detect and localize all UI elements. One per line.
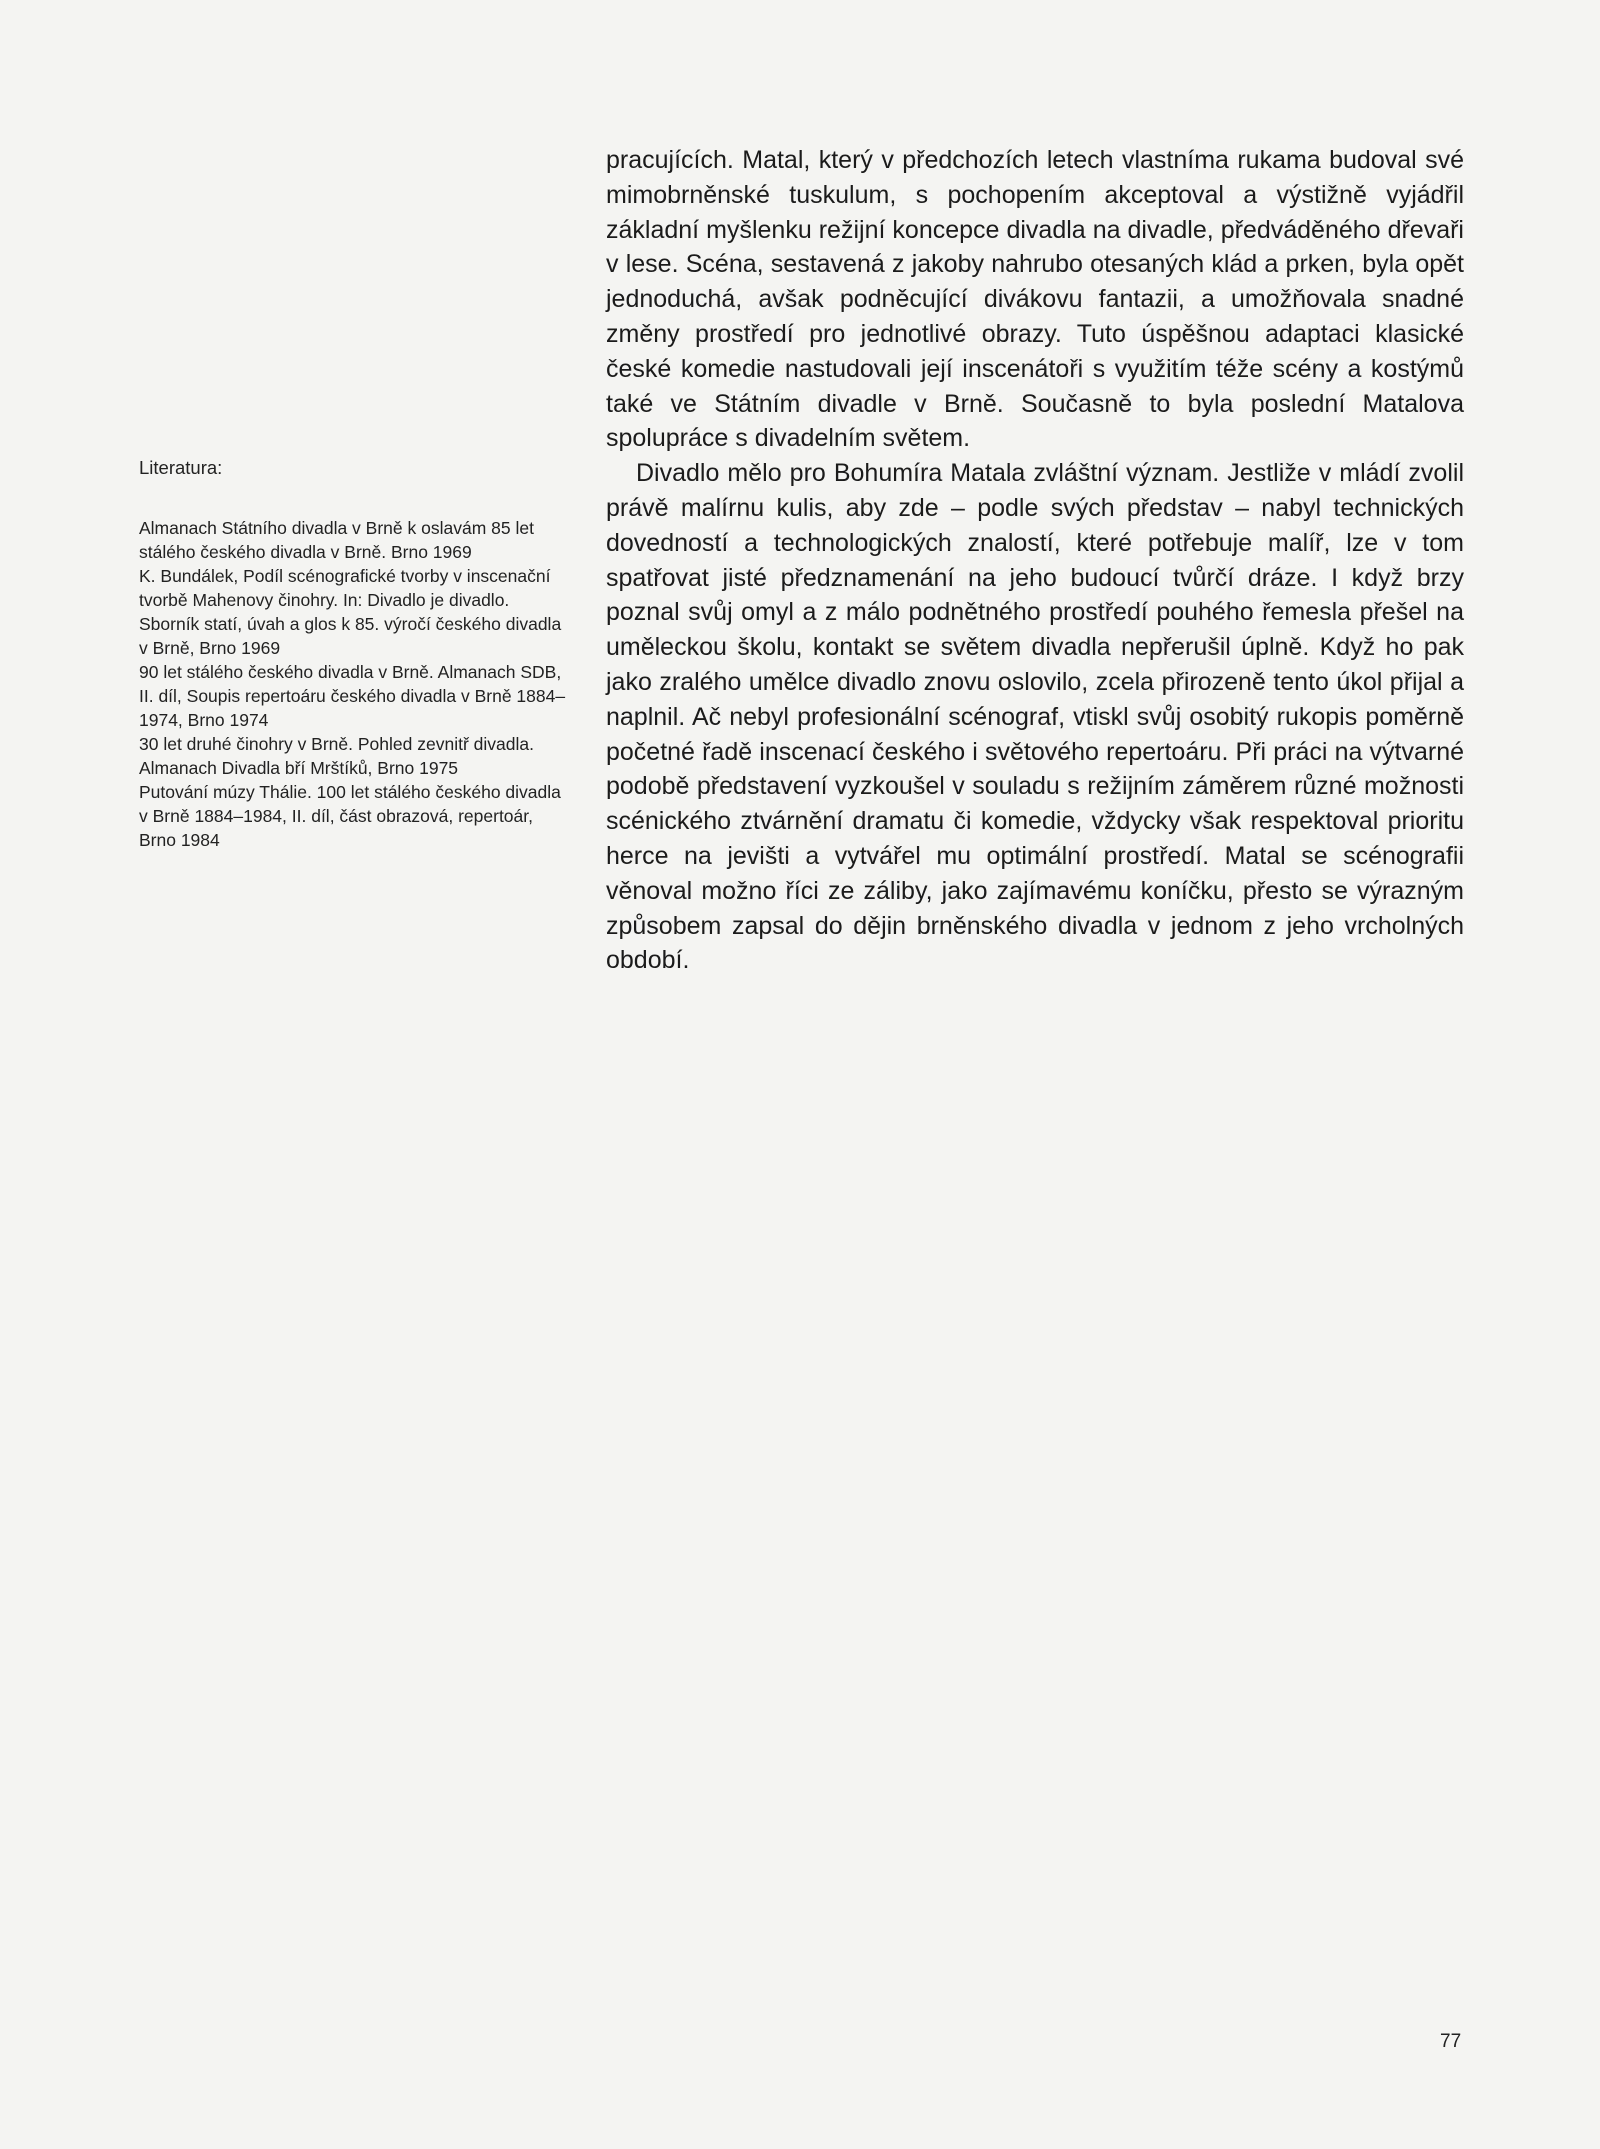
bibliography-entry: K. Bundálek, Podíl scénografické tvorby v inscenační tvorbě Mahenovy činohry. In: Divadlo je divadlo. Sborník statí, úvah a glos k 85. výročí českého divadla v Brně, Brno 1969 bbox=[139, 566, 562, 658]
bibliography-entry: Almanach Státního divadla v Brně k oslavám 85 let stálého českého divadla v Brně. Brno 1969 bbox=[139, 518, 534, 562]
body-paragraph: pracujících. Matal, který v předchozích letech vlastníma rukama budoval své mimobrněnské tuskulum, s pochopením akceptoval a výstižně vyjádřil základní myšlenku režijní koncepce divadla na divadle, předváděného dřevaři v lese. Scéna, sestavená z jakoby nahrubo otesaných klád a prken, byla opět jednoduchá, avšak podněcující divákovu fantazii, a umožňovala snadné změny prostředí pro jednotlivé obrazy. Tuto úspěšnou adaptaci klasické české komedie nastudovali její inscenátoři s využitím téže scény a kostýmů také ve Státním divadle v Brně. Současně to byla poslední Matalova spolupráce s divadelním světem. bbox=[606, 146, 1464, 453]
bibliography-entry: 30 let druhé činohry v Brně. Pohled zevnitř divadla. Almanach Divadla bří Mrštíků, Brno 1975 bbox=[139, 734, 534, 778]
bibliography-sidebar bbox=[139, 456, 569, 852]
bibliography-entry: Putování múzy Thálie. 100 let stálého českého divadla v Brně 1884–1984, II. díl, část obrazová, repertoár, Brno 1984 bbox=[139, 782, 561, 850]
body-paragraph: Divadlo mělo pro Bohumíra Matala zvláštní význam. Jestliže v mládí zvolil právě malírnu kulis, aby zde – podle svých představ – nabyl technických dovedností a technologických znalostí, které potřebuje malíř, lze v tom spatřovat jisté předznamenání na jeho budoucí tvůrčí dráze. I když brzy poznal svůj omyl a z málo podnětného prostředí pouhého řemesla přešel na uměleckou školu, kontakt se světem divadla nepřerušil úplně. Když ho pak jako zralého umělce divadlo znovu oslovilo, zcela přirozeně tento úkol přijal a naplnil. Ač nebyl profesionální scénograf, vtiskl svůj osobitý rukopis poměrně početné řadě inscenací českého i světového repertoáru. Při práci na výtvarné podobě představení vyzkoušel v souladu s režijním záměrem různé možnosti scénického ztvárnění dramatu či komedie, vždycky však respektoval prioritu herce na jevišti a vytvářel mu optimální prostředí. Matal se scénografii věnoval možno říci ze záliby, jako zajímavému koníčku, přesto se výrazným způsobem zapsal do dějin brněnského divadla v jednom z jeho vrcholných období. bbox=[606, 459, 1464, 975]
page-number: 77 bbox=[1440, 2031, 1462, 2052]
main-text-column bbox=[606, 143, 1464, 978]
bibliography-entry: 90 let stálého českého divadla v Brně. Almanach SDB, II. díl, Soupis repertoáru českého divadla v Brně 1884–1974, Brno 1974 bbox=[139, 662, 566, 730]
bibliography-heading: Literatura: bbox=[139, 457, 223, 478]
